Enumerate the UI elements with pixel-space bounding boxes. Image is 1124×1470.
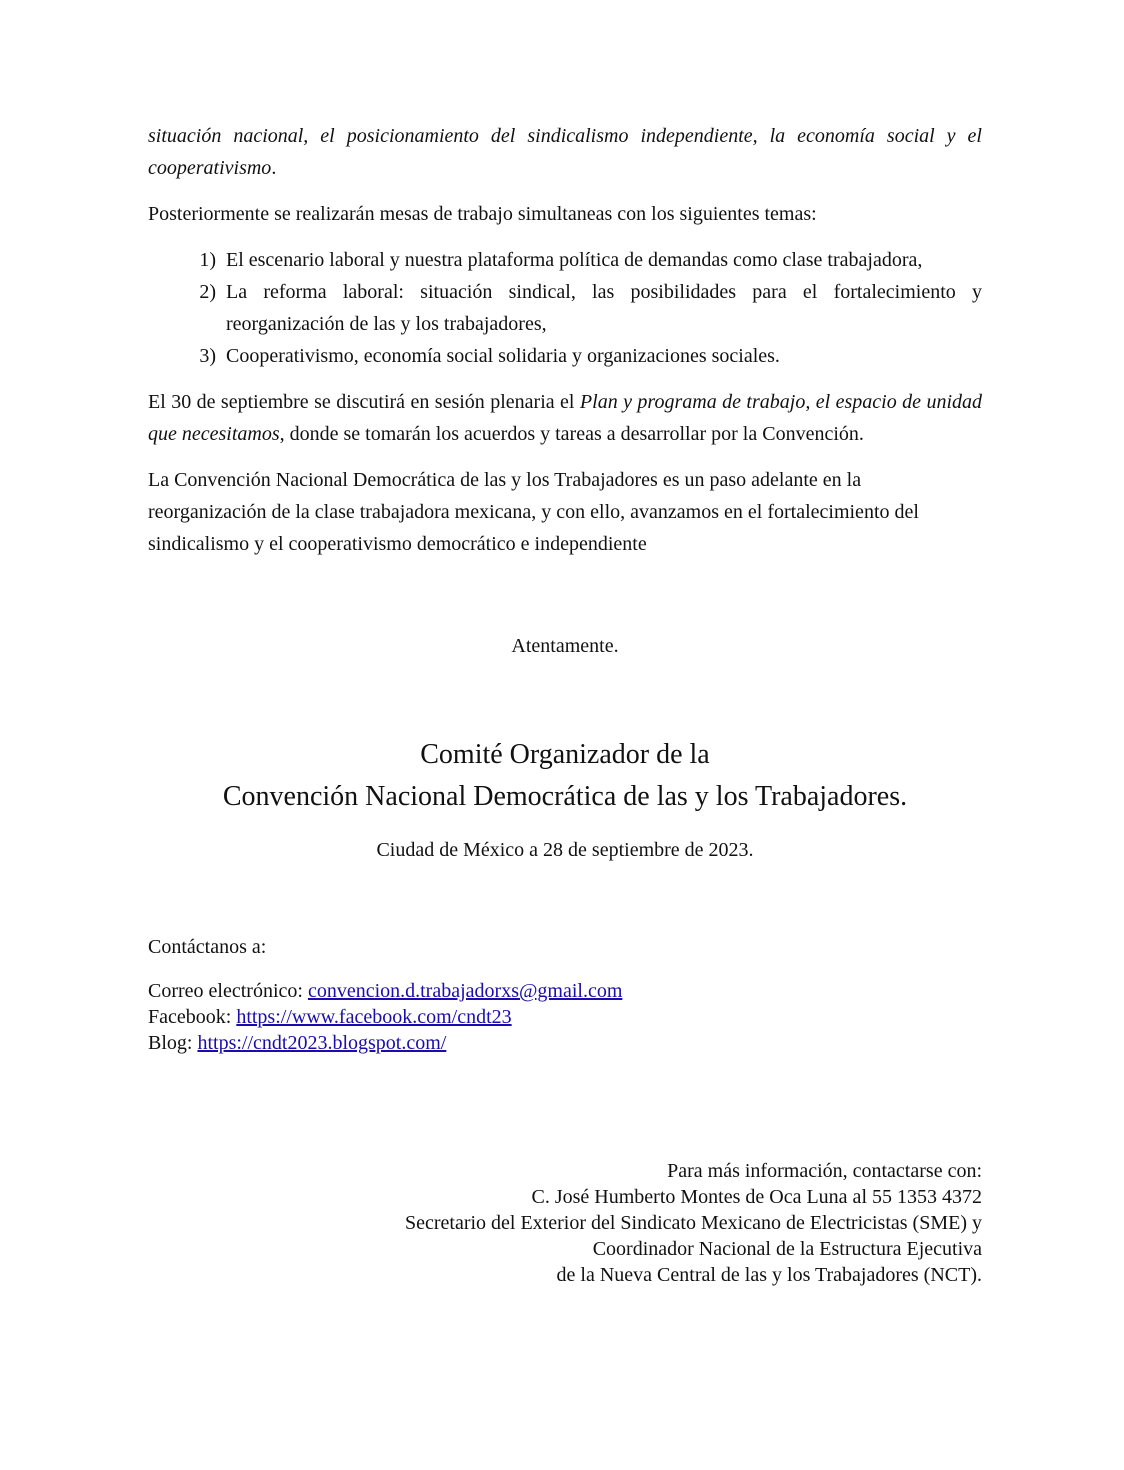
email-label: Correo electrónico: xyxy=(148,980,308,1002)
info-line4: Coordinador Nacional de la Estructura Ejecutiva xyxy=(592,1238,982,1260)
info-block xyxy=(148,1158,982,1288)
blog-line xyxy=(148,1030,982,1056)
facebook-line xyxy=(148,1004,982,1030)
place-date: Ciudad de México a 28 de septiembre de 2023. xyxy=(376,839,754,861)
contact-heading: Contáctanos a: xyxy=(148,936,267,958)
blog-label: Blog: xyxy=(148,1032,198,1054)
list-number: 3) xyxy=(199,345,216,367)
salutation: Atentamente. xyxy=(511,635,619,657)
committee-line1: Comité Organizador de la xyxy=(420,739,710,770)
facebook-label: Facebook: xyxy=(148,1006,237,1028)
list-number: 2) xyxy=(199,281,216,303)
info-line3: Secretario del Exterior del Sindicato Mexicano de Electricistas (SME) y xyxy=(404,1212,982,1234)
intro-paragraph xyxy=(148,120,982,184)
plenary-paragraph xyxy=(148,386,982,450)
mesas-intro: Posteriormente se realizarán mesas de trabajo simultaneas con los siguientes temas: xyxy=(148,203,817,225)
facebook-link[interactable]: https://www.facebook.com/cndt23 xyxy=(236,1006,512,1028)
closing-paragraph: La Convención Nacional Democrática de las y los Trabajadores es un paso adelante en la reorganización de la clase trabajadora mexicana, y con ello, avanzamos en el fortalecimiento del sindicalismo y el cooperativismo democrático e independiente xyxy=(148,469,919,555)
plenary-before: El 30 de septiembre se discutirá en sesión plenaria el xyxy=(148,391,580,413)
info-line5: de la Nueva Central de las y los Trabajadores (NCT). xyxy=(556,1264,982,1286)
info-line2: C. José Humberto Montes de Oca Luna al 55 1353 4372 xyxy=(531,1186,982,1208)
email-link[interactable]: convencion.d.trabajadorxs@gmail.com xyxy=(307,980,623,1002)
list-text: La reforma laboral: situación sindical, las posibilidades para el fortalecimiento y reorganización de las y los trabajadores, xyxy=(226,281,982,335)
plenary-after: , donde se tomarán los acuerdos y tareas a desarrollar por la Convención. xyxy=(279,423,864,445)
committee-signature xyxy=(148,734,982,818)
list-text: Cooperativismo, economía social solidaria y organizaciones sociales. xyxy=(226,345,780,367)
list-text: El escenario laboral y nuestra plataforma política de demandas como clase trabajadora, xyxy=(226,249,923,271)
intro-italic: situación nacional, el posicionamiento del sindicalismo independiente, la economía social y el cooperativismo xyxy=(148,125,982,179)
list-item xyxy=(148,340,982,372)
plenary-italic: Plan y programa de trabajo, el espacio de unidad que necesitamos xyxy=(148,391,982,445)
list-item xyxy=(148,276,982,340)
committee-line2: Convención Nacional Democrática de las y los Trabajadores. xyxy=(222,781,908,812)
list-number: 1) xyxy=(199,249,216,271)
info-line1: Para más información, contactarse con: xyxy=(667,1160,982,1182)
contact-section xyxy=(148,934,982,1056)
topics-list xyxy=(148,244,982,372)
email-line xyxy=(148,978,982,1004)
blog-link[interactable]: https://cndt2023.blogspot.com/ xyxy=(197,1032,447,1054)
list-item xyxy=(148,244,982,276)
document-page xyxy=(148,120,982,1288)
intro-end: . xyxy=(271,157,277,179)
